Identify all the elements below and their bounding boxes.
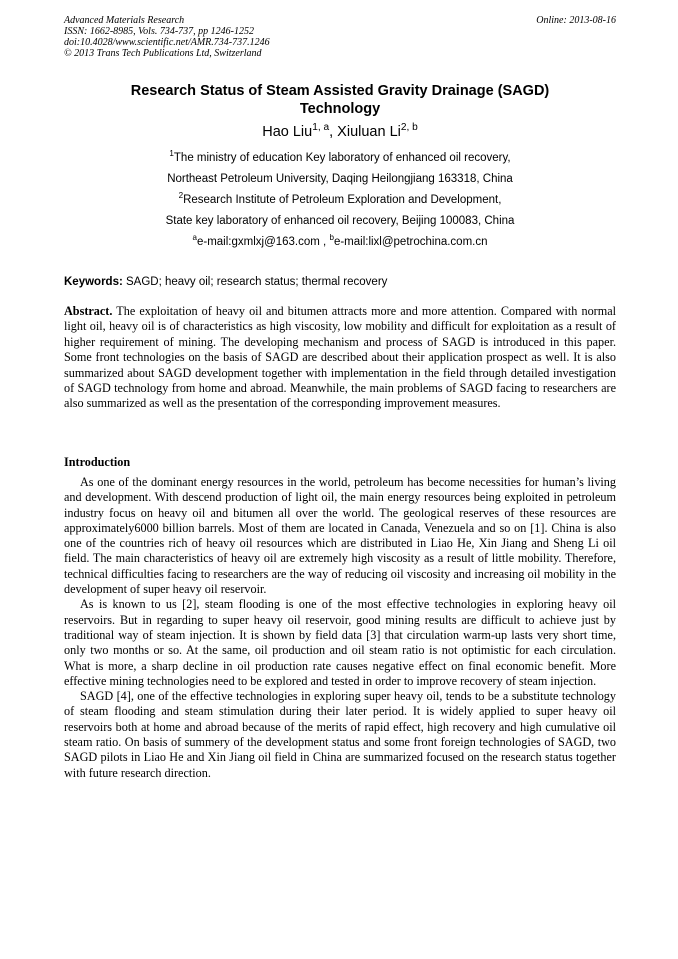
author-2-name: Xiuluan Li — [337, 124, 401, 140]
paper-title — [64, 82, 616, 118]
abstract — [64, 304, 616, 412]
affiliation-1-line-2: Northeast Petroleum University, Daqing Heilongjiang 163318, China — [167, 173, 513, 185]
affiliation-2-line-1 — [64, 190, 616, 211]
journal-header — [64, 15, 616, 59]
author-separator: , — [329, 124, 338, 140]
email-a-sup: a — [192, 233, 197, 243]
keywords-text: SAGD; heavy oil; research status; thermal recovery — [122, 276, 388, 288]
keywords-label: Keywords: — [64, 276, 123, 288]
keywords — [64, 276, 616, 288]
journal-name: Advanced Materials Research — [64, 15, 185, 26]
introduction-heading: Introduction — [64, 455, 131, 469]
email-a: e-mail:gxmlxj@163.com — [196, 236, 320, 248]
affiliation-1-sup: 1 — [169, 149, 174, 159]
email-separator: , — [319, 236, 330, 248]
doi-line: doi:10.4028/www.scientific.net/AMR.734-737.1246 — [64, 37, 270, 48]
author-2-sup: 2, b — [400, 122, 418, 134]
issn-line: ISSN: 1662-8985, Vols. 734-737, pp 1246-1252 — [64, 26, 254, 37]
affiliation-1-line-1 — [64, 148, 616, 169]
intro-paragraph-3: SAGD [4], one of the effective technologies in exploring super heavy oil, tends to be a substitute technology of steam flooding and steam stimulation during their later period. It is widely applied to super heavy oil reservoirs both at home and abroad because of the merits of rapid effect, high recovery and high cumulative oil steam ratio. On basis of summery of the development status and some front foreign technologies of SAGD, two SAGD pilots in Liao He and Xin Jiang oil field in China are summarized focused on the research status together with future research direction. — [64, 689, 616, 780]
email-line — [64, 233, 616, 248]
affiliations — [64, 148, 616, 232]
abstract-label: Abstract. — [64, 304, 113, 318]
affiliation-2-sup: 2 — [178, 191, 184, 201]
author-1-name: Hao Liu — [262, 124, 313, 140]
title-line-1: Research Status of Steam Assisted Gravity Drainage (SAGD) — [130, 83, 550, 99]
introduction-body — [64, 475, 616, 781]
affiliation-2-text: Research Institute of Petroleum Exploration and Development, — [183, 194, 502, 206]
affiliation-2-line-2: State key laboratory of enhanced oil recovery, Beijing 100083, China — [165, 215, 515, 227]
intro-paragraph-1: As one of the dominant energy resources in the world, petroleum has become necessities for human’s living and development. With descend production of light oil, the main energy resources being exploited in petroleum industry focus on heavy oil and bitumen all over the world. The geological reserves of these resources are approximately6000 billion barrels. Most of them are located in Canada, Venezuela and so on [1]. China is also one of the countries rich of heavy oil resources which are distributed in Liao He, Xin Jiang and Sheng Li oil field. The main characteristics of heavy oil are extremely high viscosity as a result of little mobility. Therefore, technical difficulties facing to researchers are the way of reducing oil viscosity and increasing oil mobility in the development of super heavy oil reservoir. — [64, 475, 616, 597]
title-line-2: Technology — [299, 101, 381, 117]
author-1-sup: 1, a — [312, 122, 330, 134]
email-b-sup: b — [329, 233, 334, 243]
affiliation-1-text: The ministry of education Key laboratory of enhanced oil recovery, — [173, 152, 511, 164]
intro-paragraph-2: As is known to us [2], steam flooding is one of the most effective technologies in exploring heavy oil reservoirs. But in regarding to super heavy oil reservoir, good mining results are difficult to achieve just by traditional way of steam injection. It is shown by field data [3] that circulation warm-up lasts very short time, only two months or so. At the same, oil production and oil steam ratio is not optimistic for each circulation. What is more, a sharp decline in oil production rate causes negative effect on final economic benefit. More effective mining technologies need to be explored and tested in order to improve recovery of steam injection. — [64, 597, 616, 688]
author-list — [64, 124, 616, 140]
copyright-line: © 2013 Trans Tech Publications Ltd, Switzerland — [64, 48, 262, 59]
abstract-text: The exploitation of heavy oil and bitumen attracts more and more attention. Compared with normal light oil, heavy oil is of characteristics as high viscosity, low mobility and difficult for exploitation as a result of higher requirement of mining. The developing mechanism and process of SAGD is introduced in this paper. Some front technologies on the basis of SAGD are described about their application prospect as well. It is also summarized about SAGD development together with implementation in the field through detailed investigation of SAGD technology from home and abroad. Meanwhile, the main problems of SAGD facing to researchers are also summarized as well as the presentation of the corresponding improvement measures. — [64, 304, 616, 411]
email-b: e-mail:lixl@petrochina.com.cn — [333, 236, 488, 248]
online-date: Online: 2013-08-16 — [536, 15, 616, 26]
